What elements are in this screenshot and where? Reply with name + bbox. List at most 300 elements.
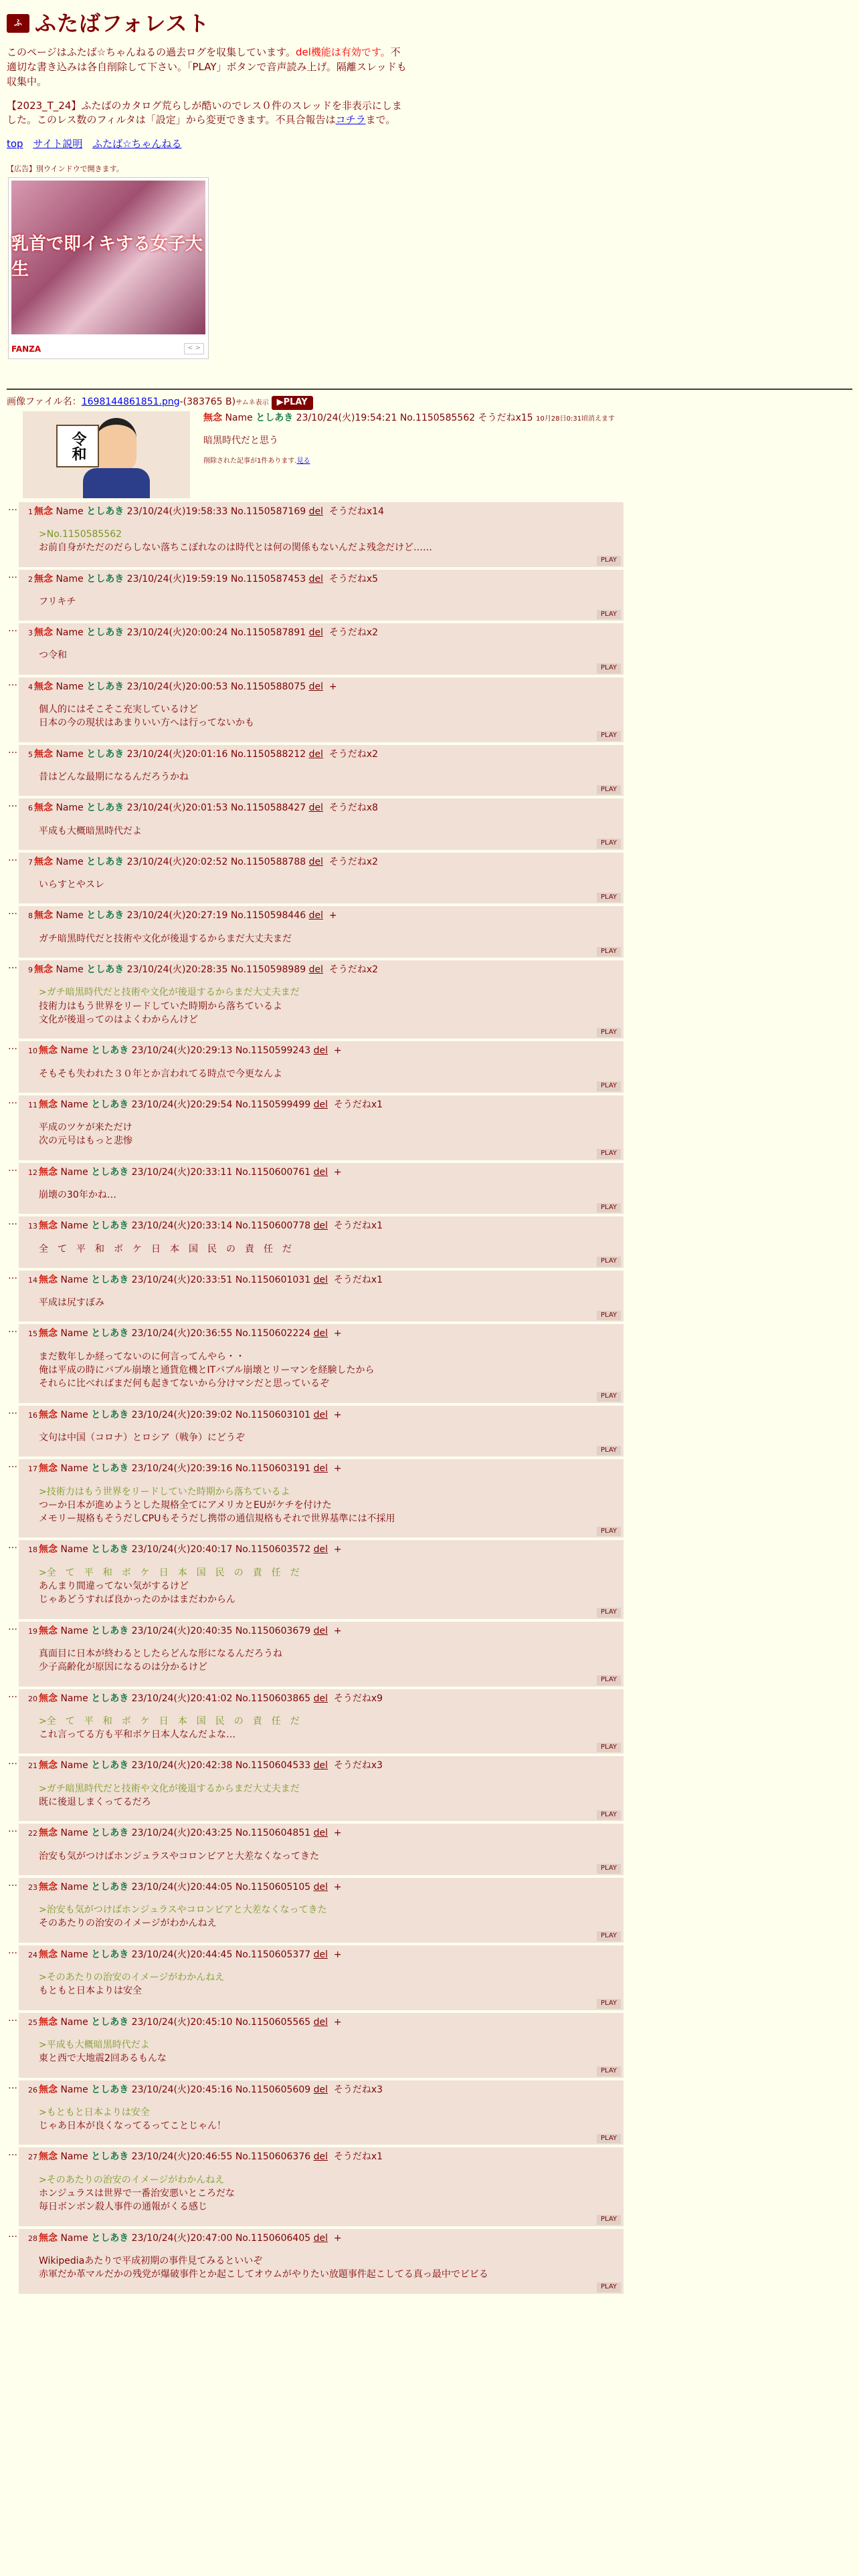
res-no[interactable]: No.1150604851 <box>235 1828 311 1839</box>
res-no[interactable]: No.1150605565 <box>235 2016 311 2028</box>
dots-icon[interactable]: … <box>8 744 17 756</box>
res-no[interactable]: No.1150604533 <box>235 1760 311 1772</box>
res-body <box>39 528 618 555</box>
play-button[interactable]: PLAY <box>597 2066 621 2076</box>
res-soudane[interactable]: + <box>333 1881 342 1893</box>
dots-icon[interactable]: … <box>8 960 17 972</box>
thumb-person-head <box>96 418 136 471</box>
res-number: 28 <box>28 2234 37 2243</box>
res-datetime: 23/10/24(火)20:41:02 <box>131 1693 233 1704</box>
del-link[interactable]: del <box>313 1274 328 1285</box>
res-subject: 無念 <box>39 2232 58 2244</box>
res-datetime: 23/10/24(火)20:28:35 <box>126 964 228 976</box>
res-body <box>39 1067 618 1081</box>
table-row <box>8 1824 624 1875</box>
res-no[interactable]: No.1150606405 <box>235 2232 311 2244</box>
nav-about-link[interactable]: サイト説明 <box>33 138 83 150</box>
res-soudane[interactable]: そうだねx14 <box>328 506 384 517</box>
ad-label: 【広告】別ウインドウで開きます。 <box>7 164 124 173</box>
res-name-label: Name <box>56 964 84 976</box>
res-body <box>39 1431 618 1444</box>
res-datetime: 23/10/24(火)20:36:55 <box>131 1328 233 1339</box>
res-text: いらすとやスレ <box>39 879 104 891</box>
dots-icon[interactable]: … <box>8 1041 17 1053</box>
ad-controls[interactable]: < > <box>184 343 204 354</box>
res-number: 15 <box>28 1329 37 1339</box>
res-text: つ令和 <box>39 650 67 661</box>
res-soudane[interactable]: そうだねx9 <box>333 1693 383 1704</box>
res-soudane[interactable]: + <box>333 1463 342 1475</box>
res-text: これ言ってる方も平和ボケ日本人なんだよな… <box>39 1729 235 1741</box>
res-name: としあき <box>86 802 124 814</box>
res-datetime: 23/10/24(火)20:47:00 <box>131 2232 233 2244</box>
res-datetime: 23/10/24(火)19:59:19 <box>126 573 228 584</box>
dots-icon[interactable]: … <box>8 569 17 580</box>
res-subject: 無念 <box>34 964 53 976</box>
res-body <box>39 770 618 784</box>
res-no[interactable]: No.1150603679 <box>235 1625 311 1636</box>
dots-icon[interactable]: … <box>8 1756 17 1767</box>
res-soudane[interactable]: + <box>333 2232 342 2244</box>
play-button[interactable]: PLAY <box>597 2282 621 2292</box>
play-button[interactable]: PLAY <box>597 1149 621 1159</box>
play-button[interactable]: PLAY <box>597 1931 621 1941</box>
res-no[interactable]: No.1150588427 <box>230 802 306 814</box>
res-no[interactable]: No.1150600761 <box>235 1166 311 1178</box>
del-link[interactable]: del <box>308 506 323 517</box>
res-text: メモリー規格もそうだしCPUもそうだし携帯の通信規格もそれで世界基準には不採用 <box>39 1513 395 1525</box>
res-body <box>39 1782 618 1810</box>
res-datetime: 23/10/24(火)20:33:14 <box>131 1220 233 1232</box>
res-soudane[interactable]: そうだねx2 <box>328 748 379 760</box>
res-name-label: Name <box>60 1463 88 1475</box>
res-soudane[interactable]: + <box>328 681 337 692</box>
res-number: 16 <box>28 1410 37 1420</box>
del-link[interactable]: del <box>313 1881 328 1893</box>
site-logo[interactable]: ふ <box>7 14 29 33</box>
res-soudane[interactable]: + <box>333 1328 342 1339</box>
site-title[interactable]: ふたばフォレスト <box>35 11 210 36</box>
del-link[interactable]: del <box>308 856 323 867</box>
res-soudane[interactable]: + <box>333 1045 342 1057</box>
res-soudane[interactable]: そうだねx1 <box>333 1220 383 1232</box>
res-no[interactable]: No.1150600778 <box>235 1220 311 1232</box>
res-name-label: Name <box>60 2151 88 2163</box>
res-number: 12 <box>28 1168 37 1177</box>
res-quote: >そのあたりの治安のイメージがわかんねえ <box>39 1972 225 1983</box>
res-name-label: Name <box>60 2232 88 2244</box>
res-subject: 無念 <box>39 1949 58 1960</box>
res-text: 治安も気がつけばホンジュラスやコロンビアと大差なくなってきた <box>39 1850 319 1862</box>
res-soudane[interactable]: + <box>333 1828 342 1839</box>
res-quote: >もともと日本よりは安全 <box>39 2107 150 2118</box>
dots-icon[interactable]: … <box>8 677 17 688</box>
res-number: 14 <box>28 1275 37 1285</box>
res-text: じゃあどうすれば良かったのかはまだわからん <box>39 1594 235 1606</box>
res-no[interactable]: No.1150605377 <box>235 1949 311 1960</box>
res-number: 20 <box>28 1694 37 1703</box>
del-link[interactable]: del <box>313 1693 328 1704</box>
res-number: 27 <box>28 2153 37 2162</box>
dots-icon[interactable]: … <box>8 2080 17 2091</box>
res-quote: >そのあたりの治安のイメージがわかんねえ <box>39 2174 225 2185</box>
op-thumbnail[interactable] <box>23 411 190 498</box>
res-body <box>39 595 618 609</box>
table-row <box>8 1540 624 1618</box>
res-body <box>39 932 618 946</box>
res-name: としあき <box>86 627 124 639</box>
dots-icon[interactable]: … <box>8 1877 17 1889</box>
del-link[interactable]: del <box>313 1220 328 1232</box>
res-quote: >ガチ暗黒時代だと技術や文化が後退するからまだ大丈夫まだ <box>39 1783 300 1794</box>
thumb-note[interactable]: サムネ表示 <box>235 399 269 407</box>
res-soudane[interactable]: そうだねx1 <box>333 1274 383 1285</box>
play-button[interactable]: PLAY <box>597 1028 621 1038</box>
play-button[interactable]: PLAY <box>597 1446 621 1456</box>
res-body <box>39 2173 618 2214</box>
res-no[interactable]: No.1150606376 <box>235 2151 311 2163</box>
ad-banner[interactable] <box>8 177 209 359</box>
op-no[interactable]: No.1150585562 <box>399 412 476 423</box>
dots-icon[interactable]: … <box>8 502 17 513</box>
res-name: としあき <box>86 856 124 867</box>
play-button[interactable]: PLAY <box>597 839 621 849</box>
del-link[interactable]: del <box>308 681 323 692</box>
res-number: 4 <box>28 682 33 691</box>
res-name-label: Name <box>60 1328 88 1339</box>
res-no[interactable]: No.1150603865 <box>235 1693 311 1704</box>
play-button[interactable]: PLAY <box>597 1999 621 2009</box>
res-text: 真面目に日本が終わるとしたらどんな形になるんだろうね <box>39 1648 282 1659</box>
play-button[interactable]: PLAY <box>597 556 621 566</box>
res-name-label: Name <box>56 573 84 584</box>
res-no[interactable]: No.1150588212 <box>230 748 306 760</box>
intro-text: 隔離スレッドも収集中。 <box>7 61 407 88</box>
res-subject: 無念 <box>39 1881 58 1893</box>
res-quote: >技術力はもう世界をリードしていた時期から落ちているよ <box>39 1486 290 1497</box>
res-text: それらに比べればまだ何も起きてないから分けマシだと思っているぞ <box>39 1378 329 1390</box>
res-subject: 無念 <box>39 1693 58 1704</box>
nav-top-link[interactable]: top <box>7 138 23 150</box>
del-link[interactable]: del <box>313 1099 328 1110</box>
res-name-label: Name <box>60 1544 88 1555</box>
del-link[interactable]: del <box>313 1328 328 1339</box>
dots-icon[interactable]: … <box>8 1540 17 1551</box>
dots-icon[interactable]: … <box>8 1162 17 1174</box>
res-datetime: 23/10/24(火)20:45:16 <box>131 2084 233 2095</box>
res-no[interactable]: No.1150599499 <box>235 1099 311 1110</box>
res-name-label: Name <box>60 1828 88 1839</box>
res-name: としあき <box>91 1220 129 1232</box>
res-soudane[interactable]: そうだねx2 <box>328 627 379 639</box>
dots-icon[interactable]: … <box>8 852 17 863</box>
play-button[interactable]: PLAY <box>597 2134 621 2144</box>
res-no[interactable]: No.1150588075 <box>230 681 306 692</box>
res-quote: >治安も気がつけばホンジュラスやコロンビアと大差なくなってきた <box>39 1905 327 1916</box>
res-name-label: Name <box>56 627 84 639</box>
res-name: としあき <box>91 1693 129 1704</box>
res-no[interactable]: No.1150588788 <box>230 856 306 867</box>
res-name-label: Name <box>60 1693 88 1704</box>
res-no[interactable]: No.1150587891 <box>230 627 306 639</box>
res-name: としあき <box>91 1544 129 1555</box>
play-button[interactable]: PLAY <box>597 610 621 620</box>
res-name: としあき <box>86 506 124 517</box>
dots-icon[interactable]: … <box>8 1459 17 1471</box>
res-number: 17 <box>28 1465 37 1474</box>
res-soudane[interactable]: + <box>333 1625 342 1636</box>
del-link[interactable]: del <box>308 910 323 922</box>
res-subject: 無念 <box>34 910 53 922</box>
dots-icon[interactable]: … <box>8 798 17 810</box>
res-no[interactable]: No.1150603191 <box>235 1463 311 1475</box>
res-name-label: Name <box>60 1760 88 1772</box>
play-button[interactable]: PLAY <box>597 1743 621 1753</box>
res-quote: >ガチ暗黒時代だと技術や文化が後退するからまだ大丈夫まだ <box>39 987 300 998</box>
del-link[interactable]: del <box>313 1463 328 1475</box>
res-no[interactable]: No.1150602224 <box>235 1328 311 1339</box>
del-link[interactable]: del <box>313 1544 328 1555</box>
play-button[interactable]: PLAY <box>597 1675 621 1685</box>
del-link[interactable]: del <box>308 573 323 584</box>
res-soudane[interactable]: そうだねx8 <box>328 802 379 814</box>
res-datetime: 23/10/24(火)20:00:53 <box>126 681 228 692</box>
res-text: もともと日本よりは安全 <box>39 1985 142 1997</box>
play-button[interactable]: PLAY <box>597 785 621 795</box>
play-button[interactable]: PLAY <box>597 893 621 903</box>
table-row <box>8 677 624 742</box>
res-number: 9 <box>28 966 33 975</box>
table-row <box>8 1945 624 2010</box>
res-body <box>39 1188 618 1202</box>
res-number: 5 <box>28 750 33 759</box>
res-no[interactable]: No.1150603101 <box>235 1409 311 1420</box>
res-no[interactable]: No.1150587453 <box>230 573 306 584</box>
res-text: 東と西で大地震2回あるもんな <box>39 2053 167 2064</box>
dots-icon[interactable]: … <box>8 2147 17 2159</box>
res-soudane[interactable]: + <box>333 1949 342 1960</box>
res-name: としあき <box>86 681 124 692</box>
res-name: としあき <box>86 910 124 922</box>
res-no[interactable]: No.1150598989 <box>230 964 306 976</box>
dots-icon[interactable]: … <box>8 1621 17 1632</box>
res-no[interactable]: No.1150599243 <box>235 1045 311 1057</box>
res-name: としあき <box>91 1409 129 1420</box>
intro-text: 不適切な書き込みは各自削除して下さい。「PLAY」ボタンで音声読み上げ。 <box>7 46 401 74</box>
play-button[interactable]: PLAY <box>597 947 621 957</box>
del-link[interactable]: del <box>308 802 323 814</box>
del-link[interactable]: del <box>308 964 323 976</box>
res-datetime: 23/10/24(火)20:45:10 <box>131 2016 233 2028</box>
res-subject: 無念 <box>39 1544 58 1555</box>
res-soudane[interactable]: そうだねx3 <box>333 2084 383 2095</box>
res-number: 19 <box>28 1626 37 1636</box>
dots-icon[interactable]: … <box>8 1095 17 1106</box>
del-link[interactable]: del <box>308 627 323 639</box>
res-text: そのあたりの治安のイメージがわかんねえ <box>39 1918 217 1929</box>
play-button[interactable]: PLAY <box>597 1864 621 1874</box>
res-body <box>39 1296 618 1309</box>
res-subject: 無念 <box>39 1409 58 1420</box>
res-soudane[interactable]: + <box>333 1409 342 1420</box>
op-content <box>203 411 615 498</box>
intro-del-note: del機能は有効です。 <box>295 46 391 59</box>
del-link[interactable]: del <box>313 1625 328 1636</box>
dots-icon[interactable]: … <box>8 906 17 918</box>
res-number: 7 <box>28 857 33 867</box>
table-row <box>8 1162 624 1214</box>
del-link[interactable]: del <box>308 748 323 760</box>
res-name: としあき <box>91 1463 129 1475</box>
play-button[interactable]: PLAY <box>597 1527 621 1537</box>
res-datetime: 23/10/24(火)20:02:52 <box>126 856 228 867</box>
res-number: 10 <box>28 1047 37 1056</box>
res-name-label: Name <box>60 2084 88 2095</box>
res-name-label: Name <box>60 2016 88 2028</box>
res-name: としあき <box>91 1760 129 1772</box>
res-name-label: Name <box>56 910 84 922</box>
res-soudane[interactable]: そうだねx1 <box>333 1099 383 1110</box>
play-button[interactable]: PLAY <box>597 731 621 741</box>
res-no[interactable]: No.1150603572 <box>235 1544 311 1555</box>
play-button[interactable]: PLAY <box>597 663 621 673</box>
res-subject: 無念 <box>39 1760 58 1772</box>
deleted-note: 削除された記事が1件あります. <box>203 457 297 465</box>
res-name: としあき <box>91 1099 129 1110</box>
del-link[interactable]: del <box>313 2084 328 2095</box>
play-button[interactable]: PLAY <box>597 2215 621 2225</box>
res-number: 26 <box>28 2085 37 2095</box>
res-no[interactable]: No.1150598446 <box>230 910 306 922</box>
play-button[interactable]: PLAY <box>597 1203 621 1213</box>
dots-icon[interactable]: … <box>8 2012 17 2024</box>
res-text: 文化が後退ってのはよくわからんけど <box>39 1014 198 1025</box>
res-no[interactable]: No.1150587169 <box>230 506 306 517</box>
dots-icon[interactable]: … <box>8 1270 17 1281</box>
play-button[interactable]: PLAY <box>597 1810 621 1820</box>
res-soudane[interactable]: そうだねx3 <box>333 1760 383 1772</box>
ad-image[interactable]: 乳首で即イキする女子大生 <box>11 181 205 334</box>
dots-icon[interactable]: … <box>8 2228 17 2240</box>
res-soudane[interactable]: + <box>333 1166 342 1178</box>
res-subject: 無念 <box>39 1166 58 1178</box>
res-text: まだ数年しか経ってないのに何言ってんやら・・ <box>39 1351 245 1362</box>
intro-text: このページはふたば☆ちゃんねるの過去ログを収集しています。 <box>7 46 296 59</box>
res-body <box>39 878 618 891</box>
del-link[interactable]: del <box>313 1949 328 1960</box>
res-no[interactable]: No.1150605609 <box>235 2084 311 2095</box>
res-text: 毎日ボンボン殺人事件の通報がくる感じ <box>39 2202 207 2213</box>
op-name-label: Name <box>225 412 253 423</box>
file-info <box>7 395 852 410</box>
res-soudane[interactable]: そうだねx5 <box>328 573 379 584</box>
res-datetime: 23/10/24(火)20:42:38 <box>131 1760 233 1772</box>
del-link[interactable]: del <box>313 2016 328 2028</box>
dots-icon[interactable]: … <box>8 1945 17 1956</box>
res-body <box>39 986 618 1027</box>
res-subject: 無念 <box>39 1328 58 1339</box>
res-datetime: 23/10/24(火)20:29:13 <box>131 1045 233 1057</box>
res-body <box>39 2106 618 2133</box>
del-link[interactable]: del <box>313 1828 328 1839</box>
play-button[interactable]: PLAY <box>597 1311 621 1321</box>
res-soudane[interactable]: そうだねx1 <box>333 2151 383 2163</box>
play-button[interactable]: ▶PLAY <box>272 396 313 410</box>
op-soudane[interactable]: そうだねx15 <box>478 412 533 423</box>
dots-icon[interactable]: … <box>8 1689 17 1700</box>
table-row <box>8 2228 624 2294</box>
file-label: 画像ファイル名： <box>7 396 82 407</box>
res-soudane[interactable]: + <box>333 1544 342 1555</box>
res-soudane[interactable]: そうだねx2 <box>328 964 379 976</box>
op-header <box>203 411 615 425</box>
res-subject: 無念 <box>39 2016 58 2028</box>
del-link[interactable]: del <box>313 1409 328 1420</box>
res-name-label: Name <box>60 1045 88 1057</box>
table-row <box>8 1459 624 1537</box>
del-link[interactable]: del <box>313 2151 328 2163</box>
res-soudane[interactable]: + <box>333 2016 342 2028</box>
file-link[interactable]: 1698144861851.png <box>81 396 180 407</box>
res-soudane[interactable]: そうだねx2 <box>328 856 379 867</box>
show-deleted-link[interactable]: 見る <box>296 457 310 465</box>
dots-icon[interactable]: … <box>8 1216 17 1228</box>
res-quote: >全 て 平 和 ボ ケ 日 本 国 民 の 責 任 だ <box>39 1715 300 1727</box>
res-name: としあき <box>91 2084 129 2095</box>
table-row <box>8 906 624 958</box>
res-no[interactable]: No.1150605105 <box>235 1881 311 1893</box>
dots-icon[interactable]: … <box>8 1324 17 1335</box>
res-number: 2 <box>28 574 33 584</box>
res-number: 25 <box>28 2018 37 2027</box>
res-subject: 無念 <box>39 1045 58 1057</box>
res-datetime: 23/10/24(火)20:46:55 <box>131 2151 233 2163</box>
table-row <box>8 1877 624 1943</box>
table-row <box>8 2147 624 2226</box>
res-text: フリキチ <box>39 596 76 607</box>
op-name: としあき <box>256 412 294 423</box>
del-link[interactable]: del <box>313 1045 328 1057</box>
res-number: 24 <box>28 1950 37 1959</box>
play-button[interactable]: PLAY <box>597 1608 621 1618</box>
res-name: としあき <box>86 964 124 976</box>
res-text: 平成のツケが来ただけ <box>39 1122 132 1134</box>
res-soudane[interactable]: + <box>328 910 337 922</box>
play-button[interactable]: PLAY <box>597 1392 621 1402</box>
del-link[interactable]: del <box>313 1760 328 1772</box>
res-name: としあき <box>91 1274 129 1285</box>
dots-icon[interactable]: … <box>8 1405 17 1416</box>
res-number: 18 <box>28 1545 37 1555</box>
dots-icon[interactable]: … <box>8 623 17 635</box>
dots-icon[interactable]: … <box>8 1824 17 1835</box>
res-number: 22 <box>28 1829 37 1838</box>
res-no[interactable]: No.1150601031 <box>235 1274 311 1285</box>
nav-futaba-link[interactable]: ふたば☆ちゃんねる <box>92 138 182 150</box>
table-row <box>8 1324 624 1402</box>
del-link[interactable]: del <box>313 2232 328 2244</box>
res-datetime: 23/10/24(火)20:44:05 <box>131 1881 233 1893</box>
res-name: としあき <box>91 2016 129 2028</box>
play-button[interactable]: PLAY <box>597 1257 621 1267</box>
table-row <box>8 2080 624 2145</box>
report-link[interactable]: コチラ <box>335 114 366 126</box>
table-row <box>8 1756 624 1821</box>
play-button[interactable]: PLAY <box>597 1081 621 1091</box>
res-name-label: Name <box>60 1166 88 1178</box>
del-link[interactable]: del <box>313 1166 328 1178</box>
res-name: としあき <box>91 1328 129 1339</box>
